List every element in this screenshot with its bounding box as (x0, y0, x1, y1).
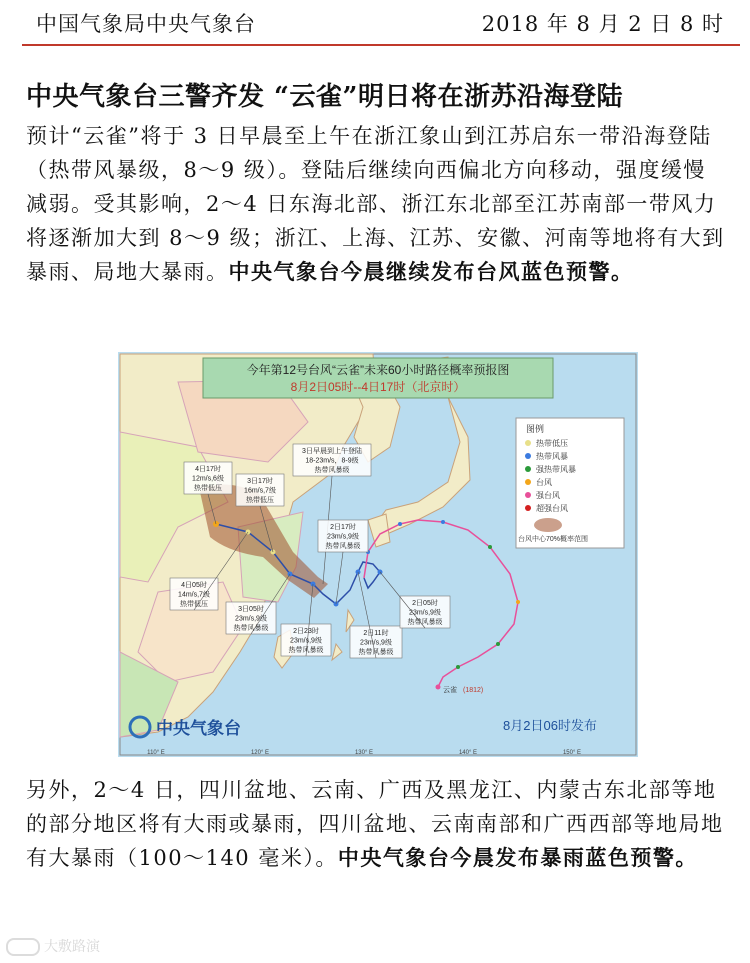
callout-text: 4日05时 (181, 582, 207, 589)
callout-text: 23m/s,9级 (235, 615, 267, 623)
callout-text: 2日11时 (363, 630, 389, 637)
paragraph-forecast (26, 119, 726, 289)
legend-cone-label: 台风中心70%概率范围 (518, 536, 589, 543)
callout-text: 热带风暴级 (288, 647, 324, 654)
callout-text: 18-23m/s，8-9级 (305, 457, 359, 465)
rainstorm-warning: 中央气象台今晨发布暴雨蓝色预警。 (337, 845, 698, 870)
agency-name: 中央气象台 (156, 719, 241, 738)
map-title-box (203, 358, 553, 398)
callout-text: 2日23时 (293, 628, 319, 635)
paragraph-rainstorm (26, 773, 726, 875)
map-subtitle: 8月2日05时--4日17时（北京时） (290, 380, 466, 394)
map-title: 今年第12号台风“云雀”未来60小时路径概率预报图 (246, 363, 510, 377)
callout-text: 热带风暴级 (233, 625, 269, 632)
legend-title: 图例 (526, 424, 545, 434)
forecast-warning: 中央气象台今晨继续发布台风蓝色预警。 (228, 259, 634, 284)
callout-text: 14m/s,7级 (178, 591, 210, 599)
callout-text: 3日05时 (238, 606, 264, 613)
headline: 中央气象台三警齐发 “云雀”明日将在浙苏沿海登陆 (26, 82, 623, 112)
legend-swatch (525, 453, 531, 459)
callout-text: 2日05时 (412, 600, 438, 607)
typhoon-number: (1812) (463, 687, 484, 694)
callout-text: 23m/s,9级 (360, 639, 392, 647)
rainstorm-text: 另外，2～4 日，四川盆地、云南、广西及黑龙江、内蒙古东北部等地的部分地区将有大雨或暴雨，四川盆地、云南南部和广西西部等地局地有大暴雨（100～140 毫米）。 (26, 778, 724, 870)
callout-text: 热带风暴级 (314, 467, 350, 474)
callout-text: 3日17时 (247, 478, 273, 485)
legend-swatch (525, 492, 531, 498)
longitude-label: 130° E (354, 750, 374, 756)
legend-cone-swatch (534, 518, 562, 532)
typhoon-track-map (118, 352, 638, 757)
callout-text: 23m/s,9级 (290, 637, 322, 645)
legend-label: 强台风 (536, 491, 560, 500)
callout-text: 12m/s,6级 (192, 475, 224, 483)
callout-text: 2日17时 (330, 524, 356, 531)
legend-label: 热带风暴 (536, 452, 568, 461)
callout-text: 23m/s,9级 (327, 533, 359, 541)
legend-swatch (525, 440, 531, 446)
longitude-label: 120° E (250, 750, 270, 756)
watermark-logo-icon (6, 938, 40, 956)
legend-swatch (525, 505, 531, 511)
callout-text: 3日早晨到上午登陆 (302, 448, 362, 455)
typhoon-label: 云雀 (443, 687, 457, 694)
watermark (6, 936, 100, 956)
callout-text: 热带低压 (180, 601, 208, 608)
callout-text: 热带风暴级 (325, 543, 361, 550)
longitude-label: 140° E (458, 750, 478, 756)
callout-text: 23m/s,9级 (409, 609, 441, 617)
legend-label: 超强台风 (536, 504, 568, 513)
callout-text: 热带风暴级 (358, 649, 394, 656)
longitude-label: 150° E (562, 750, 582, 756)
callout-text: 热带风暴级 (407, 619, 443, 626)
legend-swatch (525, 479, 531, 485)
watermark-text: 大敷路演 (44, 939, 100, 955)
forecast-text: 预计“云雀”将于 3 日早晨至上午在浙江象山到江苏启东一带沿海登陆（热带风暴级，8～9 级）。登陆后继续向西偏北方向移动，强度缓慢减弱。受其影响，2～4 日东海北部、浙江东北部至江苏南部一带风力将逐渐加大到 8～9 级；浙江、上海、江苏、安徽、河南等地将有大到暴雨、局地大暴雨。 (26, 124, 725, 284)
callout-text: 16m/s,7级 (244, 487, 276, 495)
page-header (0, 0, 750, 44)
legend-label: 热带低压 (536, 439, 568, 448)
callout-text: 热带低压 (194, 485, 222, 492)
header-date: 2018 年 8 月 2 日 8 时 (481, 12, 724, 36)
header-agency: 中国气象局中央气象台 (36, 12, 256, 36)
legend-label: 台风 (536, 478, 552, 487)
callout-text: 4日17时 (195, 466, 221, 473)
longitude-label: 110° E (147, 750, 165, 756)
legend-swatch (525, 466, 531, 472)
map-legend (516, 418, 624, 548)
release-time: 8月2日06时发布 (503, 718, 597, 733)
legend-label: 强热带风暴 (536, 465, 576, 474)
header-divider (22, 44, 740, 46)
callout-text: 热带低压 (246, 497, 274, 504)
